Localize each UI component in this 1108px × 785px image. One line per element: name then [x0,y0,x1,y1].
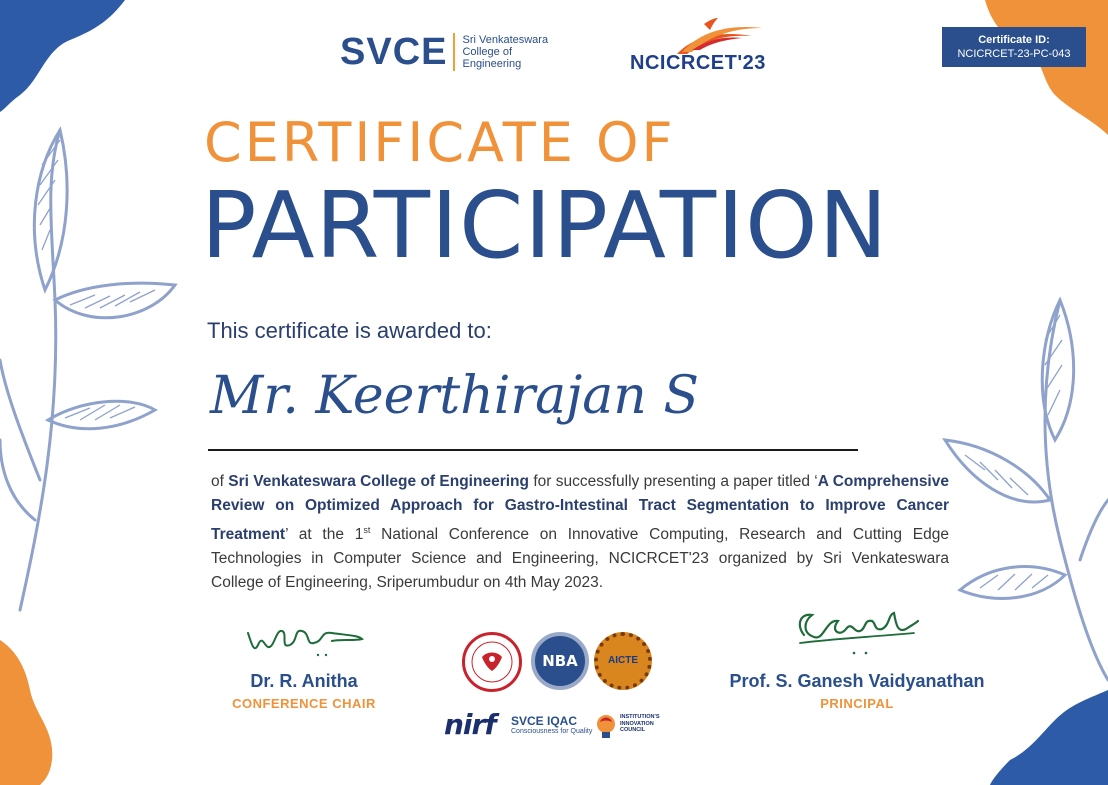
body-text: of [211,473,224,490]
bulb-icon [594,712,620,742]
college-logo-text [462,34,552,70]
nba-emblem: NBA [531,632,589,690]
signature-principal [790,605,920,665]
iic-logo-text [620,714,660,734]
college-logo-line: Engineering [462,58,522,70]
certificate-id-value: NCICRCET-23-PC-043 [957,48,1071,60]
body-text: ’ at the 1 [285,526,364,544]
iqac-logo-text: SVCE IQAC [511,714,578,728]
iqac-logo-tagline: Consciousness for Quality [511,728,593,735]
iic-logo-line: INSTITUTION'S [620,714,660,720]
title-line-1: CERTIFICATE OF [204,111,676,174]
college-logo-line: Sri Venkateswara [462,34,549,46]
signatory-conference-chair [204,671,404,711]
iqac-logo [511,714,591,735]
awarded-to-label: This certificate is awarded to: [207,318,492,343]
certificate-body [211,470,949,595]
title-line-2: PARTICIPATION [201,172,889,279]
signatory-name: Prof. S. Ganesh Vaidyanathan [729,671,985,691]
institution-name: Sri Venkateswara College of Engineering [228,473,529,490]
certificate-id-box [942,27,1086,67]
iic-logo-line: COUNCIL [620,727,646,733]
college-logo-wordmark: SVCE [340,31,448,73]
naac-emblem [462,632,522,692]
logo-divider [453,33,455,71]
nirf-logo: nirf [444,708,496,741]
body-text: National Conference on Innovative Computing, Research and Cutting Edge Technologies in Computer Science and Engineering, NCICRCET'23 organized by Sri Venkateswara College of Engineering, Sriperumbudur on 4th May 2023. [211,526,949,592]
ordinal-suffix: st [363,525,371,535]
signatory-name: Dr. R. Anitha [250,671,358,691]
certificate-id-label: Certificate ID: [978,34,1050,46]
signatory-role: CONFERENCE CHAIR [232,696,376,711]
recipient-name: Mr. Keerthirajan S [210,366,699,426]
college-logo-line: College of [462,46,513,58]
name-underline [208,449,858,451]
signatory-principal [708,671,1006,711]
paper-title: A Comprehensive Review on Optimized Approach for Gastro-Intestinal Tract Segmentation to Improve Cancer Treatment [211,473,949,544]
body-text: for successfully presenting a paper titled ‘ [533,473,818,490]
signature-conference-chair [240,615,370,665]
conference-logo-text: NCICRCET'23 [630,52,766,74]
conference-logo [622,18,782,78]
college-logo [340,28,552,76]
iic-logo-line: INNOVATION [620,720,654,727]
iic-logo [594,712,664,742]
aicte-emblem: AICTE [594,632,652,690]
signatory-role: PRINCIPAL [820,696,894,711]
